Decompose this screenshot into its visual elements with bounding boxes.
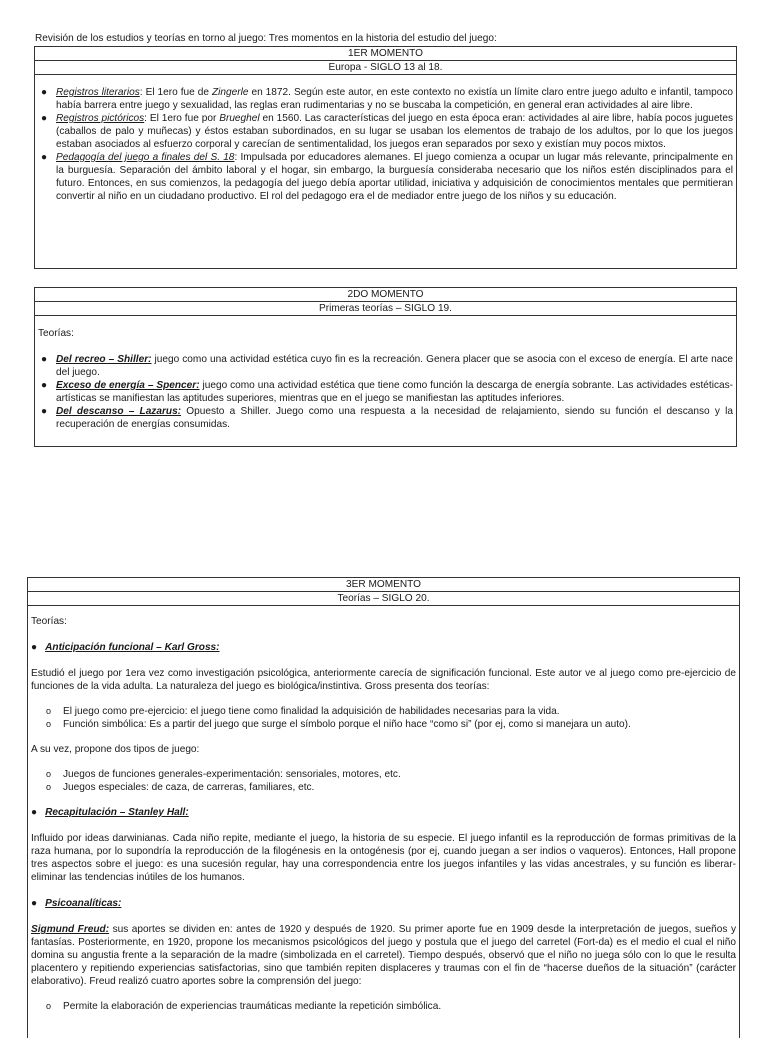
momento-3-subheader: Teorías – SIGLO 20. (28, 592, 739, 606)
item-text: El juego como pre-ejercicio: el juego tiene como finalidad la adquisición de habilidades necesarias para la vida. (63, 706, 560, 717)
sub-bullet-icon: o (46, 1001, 52, 1011)
momento-2-box (34, 287, 737, 447)
hall-paragraph: Influido por ideas darwinianas. Cada niño repite, mediante el juego, la historia de su especie. El juego infantil es la reproducción de formas primitivas de la raza humana, por lo supondría la reproducción de la filogénesis en la ontogénesis (por ej, cuando juegan a ser indios o vaqueros). Entonces, Hall propone tres aspectos sobre el juego: es una sucesión regular, hay una correspondencia entre los juegos infantiles y las vidas ancestrales, y su función es liberar-eliminar las tendencias inútiles de los humanos. (31, 833, 736, 883)
bullet-icon: ● (41, 87, 48, 98)
item-text: : Impulsada por educadores alemanes. El juego comienza a ocupar un lugar más relevante, principalmente en la burguesía. Separación del ámbito laboral y el hogar, sin embargo, la burguesía consideraba necesario que los niños estén disciplinados para el futuro. Entonces, en sus comienzos, la pedagogía del juego debía aportar utilidad, iniciativa y adquisición de conocimientos mentales que permitieran convertir al niño en un ciudadano productivo. El rol del pedagogo era el de mediador entre juego de los niños y su educación. (56, 152, 734, 202)
bullet-icon: ● (31, 807, 38, 818)
sub-bullet-icon: o (46, 769, 52, 779)
item-text: Opuesto a Shiller. Juego como una respuesta a la necesidad de relajamiento, siendo su función el descanso y la recuperación de energías consumidas. (56, 406, 733, 430)
momento-3-intro: Teorías: (31, 616, 67, 627)
list-item (31, 1000, 736, 1013)
bullet-icon: ● (41, 406, 48, 417)
gross-list-2 (31, 768, 736, 794)
momento-3-header: 3ER MOMENTO (28, 578, 739, 592)
momento-1-subheader: Europa - SIGLO 13 al 18. (35, 61, 736, 75)
momento-2-body (35, 316, 736, 431)
momento-3-box (27, 577, 740, 1038)
momento-2-list (38, 353, 733, 431)
bullet-icon: ● (31, 898, 38, 909)
momento-3-body (28, 606, 739, 1013)
list-item (38, 86, 733, 112)
list-item (38, 112, 733, 151)
item-term: Exceso de energía – Spencer: (56, 380, 200, 391)
list-item (38, 405, 733, 431)
item-text: : El 1ero fue por (144, 113, 220, 124)
page-title: Revisión de los estudios y teorías en torno al juego: Tres momentos en la historia del estudio del juego: (35, 33, 497, 44)
momento-2-subheader: Primeras teorías – SIGLO 19. (35, 302, 736, 316)
sub-bullet-icon: o (46, 706, 52, 716)
psico-heading (31, 897, 736, 910)
gross-title: Anticipación funcional – Karl Gross: (45, 642, 220, 653)
gross-paragraph-2: A su vez, propone dos tipos de juego: (31, 744, 200, 755)
momento-1-list (38, 86, 733, 203)
list-item (38, 379, 733, 405)
hall-heading (31, 806, 736, 819)
item-text: Permite la elaboración de experiencias traumáticas mediante la repetición simbólica. (63, 1001, 442, 1012)
bullet-icon: ● (41, 113, 48, 124)
sub-bullet-icon: o (46, 719, 52, 729)
freud-name: Sigmund Freud: (31, 924, 110, 935)
item-name: Brueghel (219, 113, 260, 124)
list-item (38, 353, 733, 379)
bullet-icon: ● (41, 354, 48, 365)
momento-2-header: 2DO MOMENTO (35, 288, 736, 302)
momento-1-body (35, 75, 736, 203)
item-text: en 1560. Las características del juego en esta época eran: actividades al aire libre, había pocos juguetes (caballos de palo y muñecas) y éstos estaban subordinados, en su lugar se usaban los elementos de trabajo de los adultos, por lo que los juegos estaban asociados al esfuerzo corporal y carecían de sentimentalidad, los juegos eran separados por sexo y existían muy pocos mixtos. (56, 113, 733, 150)
bullet-icon: ● (41, 380, 48, 391)
item-term: Del recreo – Shiller: (56, 354, 152, 365)
list-item (38, 151, 733, 203)
item-term: Del descanso – Lazarus: (56, 406, 182, 417)
momento-1-header: 1ER MOMENTO (35, 47, 736, 61)
item-text: : El 1ero fue de (139, 87, 212, 98)
gross-heading (31, 641, 736, 654)
freud-text: sus aportes se dividen en: antes de 1920 y después de 1920. Su primer aporte fue en 1909 desde la interpretación de juegos, sueños y fantasías. Posteriormente, en 1920, propone los mecanismos psicológicos del juego y postula que el juego del carretel (Fort-da) es el medio el cual el niño domina su angustia frente a la separación de la madre (simbolizada en el carretel). Tiempo después, observó que el niño no juega sólo con lo que le resulta placentero y repitiendo experiencias satisfactorias, sino que también repiten displaceres y traumas con el fin de “hacerse dueños de la situación” (carácter elaborativo). Freud realizó cuatro aportes sobre la comprensión del juego: (31, 924, 736, 987)
item-text: Función simbólica: Es a partir del juego que surge el símbolo porque el niño hace “como si” (por ej, como si manejara un auto). (63, 719, 631, 730)
list-item (31, 705, 736, 718)
list-item (31, 781, 736, 794)
momento-2-intro: Teorías: (38, 328, 74, 339)
bullet-icon: ● (31, 642, 38, 653)
freud-paragraph (31, 923, 736, 988)
bullet-icon: ● (41, 152, 48, 163)
item-text: Juegos especiales: de caza, de carreras, familiares, etc. (63, 782, 315, 793)
hall-title: Recapitulación – Stanley Hall: (45, 807, 189, 818)
list-item (31, 768, 736, 781)
item-text: Juegos de funciones generales-experimentación: sensoriales, motores, etc. (63, 769, 401, 780)
item-term: Registros pictóricos (56, 113, 145, 124)
list-item (31, 718, 736, 731)
item-name: Zingerle (212, 87, 249, 98)
item-term: Registros literarios (56, 87, 140, 98)
gross-paragraph-1: Estudió el juego por 1era vez como investigación psicológica, anteriormente carecía de significación funcional. Este autor ve al juego como pre-ejercicio de funciones de la vida adulta. La naturaleza del juego es biológica/instintiva. Gross presenta dos teorías: (31, 668, 736, 692)
item-text: en 1872. Según este autor, en este contexto no existía un límite claro entre juego adulto e infantil, tampoco había barrera entre juego y sexualidad, las reglas eran rudimentarias y no se buscaba la competición, en general eran actividades al aire libre. (56, 87, 733, 111)
item-text: juego como una actividad estética que tiene como función la descarga de energía sobrante. Las actividades estéticas-artísticas se manifiestan las aptitudes superiores, mientras que en el juego se manifiestan las aptitudes inferiores. (56, 380, 734, 404)
psico-title: Psicoanalíticas: (45, 898, 122, 909)
momento-1-box (34, 46, 737, 269)
item-text: juego como una actividad estética cuyo fin es la recreación. Genera placer que se asocia con el exceso de energía. El arte nace del juego. (56, 354, 733, 378)
gross-list-1 (31, 705, 736, 731)
freud-list (31, 1000, 736, 1013)
item-term: Pedagogía del juego a finales del S. 18 (56, 152, 235, 163)
sub-bullet-icon: o (46, 782, 52, 792)
